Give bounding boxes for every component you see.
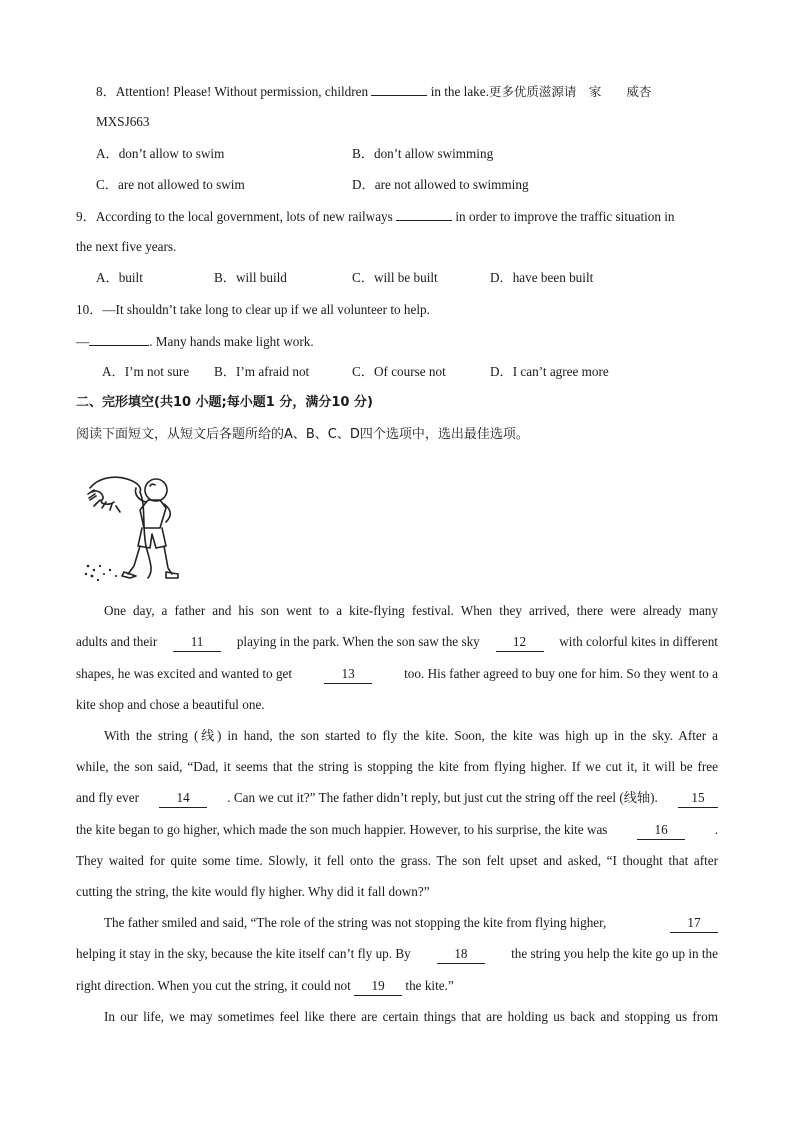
passage-p3-line2 xyxy=(76,945,718,964)
passage-p1-line3 xyxy=(76,665,718,684)
q10-option-d: D．I can’t agree more xyxy=(490,364,609,379)
passage-p1-line1: One day, a father and his son went to a kite-flying festival. When they arrived, there were already many xyxy=(104,603,718,618)
q10-reply-text: . Many hands make light work. xyxy=(149,334,314,349)
q8-option-b: B．don’t allow swimming xyxy=(352,146,494,161)
passage-text: . Can we cut it?” The father didn’t reply, but just cut the string off the reel (线轴). xyxy=(227,790,658,805)
passage-text: helping it stay in the sky, because the kite itself can’t fly up. By xyxy=(76,946,411,961)
q10-dash: — xyxy=(76,334,90,349)
q9-option-a: A．built xyxy=(96,270,143,285)
q8-code: MXSJ663 xyxy=(96,114,150,129)
q9-option-b: B．will build xyxy=(214,270,287,285)
blank-14: 14 xyxy=(159,789,207,808)
blank-18: 18 xyxy=(437,945,485,964)
section-instruction: 阅读下面短文，从短文后各题所给的A、B、C、D四个选项中，选出最佳选项。 xyxy=(76,427,529,442)
passage-p2-line6: cutting the string, the kite would fly higher. Why did it fall down?” xyxy=(76,884,430,899)
passage-p2-line2: while, the son said, “Dad, it seems that the string is stopping the kite from flying higher. If we cut it, it will be free xyxy=(76,759,718,774)
q10-blank xyxy=(89,332,149,346)
passage-p2-line4 xyxy=(76,821,718,840)
q8-option-d: D．are not allowed to swimming xyxy=(352,177,529,192)
q8-stem xyxy=(96,82,651,101)
q9-stem xyxy=(76,207,675,226)
passage-p4-line1: In our life, we may sometimes feel like there are certain things that are holding us back and stopping us from xyxy=(104,1009,718,1024)
q8-option-a: A．don’t allow to swim xyxy=(96,146,225,161)
passage-text: right direction. When you cut the string, it could not xyxy=(76,978,355,993)
passage-p3-line3 xyxy=(76,977,454,996)
passage-text: The father smiled and said, “The role of the string was not stopping the kite from flying higher, xyxy=(104,915,607,930)
blank-17: 17 xyxy=(670,914,718,933)
q10-option-a: A．I’m not sure xyxy=(102,364,190,379)
section-heading: 二、完形填空(共10 小题;每小题1 分，满分10 分) xyxy=(76,395,373,410)
passage-text: with colorful kites in different xyxy=(559,634,718,649)
passage-text: the kite began to go higher, which made the son much happier. However, to his surprise, the kite was xyxy=(76,822,608,837)
q8-blank xyxy=(371,82,427,96)
passage-p1-line2 xyxy=(76,633,718,652)
boy-kite-illustration xyxy=(80,466,184,584)
passage-text: playing in the park. When the son saw the sky xyxy=(236,634,480,649)
blank-12: 12 xyxy=(496,633,544,652)
blank-16: 16 xyxy=(637,821,685,840)
passage-p1-line4: kite shop and chose a beautiful one. xyxy=(76,697,265,712)
passage-text: . xyxy=(714,822,718,837)
blank-15: 15 xyxy=(678,789,718,808)
q9-stem-line2: the next five years. xyxy=(76,239,177,254)
blank-11: 11 xyxy=(173,633,221,652)
q9-text: 9．According to the local government, lots of new railways xyxy=(76,209,397,224)
q8-text: 8．Attention! Please! Without permission, children xyxy=(96,84,372,99)
q8-text-end: in the lake. xyxy=(427,84,489,99)
q10-option-b: B．I’m afraid not xyxy=(214,364,310,379)
q10-reply xyxy=(76,332,314,351)
q9-option-c: C．will be built xyxy=(352,270,438,285)
passage-text: the string you help the kite go up in the xyxy=(511,946,718,961)
q9-option-d: D．have been built xyxy=(490,270,594,285)
passage-text: adults and their xyxy=(76,634,158,649)
blank-13: 13 xyxy=(324,665,372,684)
watermark-text: 更多优质滋源请 家 威杏 xyxy=(488,84,652,99)
blank-19: 19 xyxy=(354,977,402,996)
passage-text: the kite.” xyxy=(402,978,454,993)
passage-text: shapes, he was excited and wanted to get xyxy=(76,666,293,681)
q9-text-end: in order to improve the traffic situation in xyxy=(452,209,675,224)
q10-option-c: C．Of course not xyxy=(352,364,446,379)
q10-stem: 10．—It shouldn’t take long to clear up if we all volunteer to help. xyxy=(76,302,430,317)
passage-p2-line3 xyxy=(76,789,718,808)
passage-p3-line1 xyxy=(104,914,718,933)
passage-p2-line1: With the string (线) in hand, the son started to fly the kite. Soon, the kite was high up in the sky. After a xyxy=(104,728,718,743)
passage-text: and fly ever xyxy=(76,790,139,805)
q9-blank xyxy=(396,207,452,221)
q8-option-c: C．are not allowed to swim xyxy=(96,177,245,192)
passage-p2-line5: They waited for quite some time. Slowly, it fell onto the grass. The son felt upset and asked, “I thought that after xyxy=(76,853,718,868)
passage-text: too. His father agreed to buy one for him. So they went to a xyxy=(404,666,718,681)
